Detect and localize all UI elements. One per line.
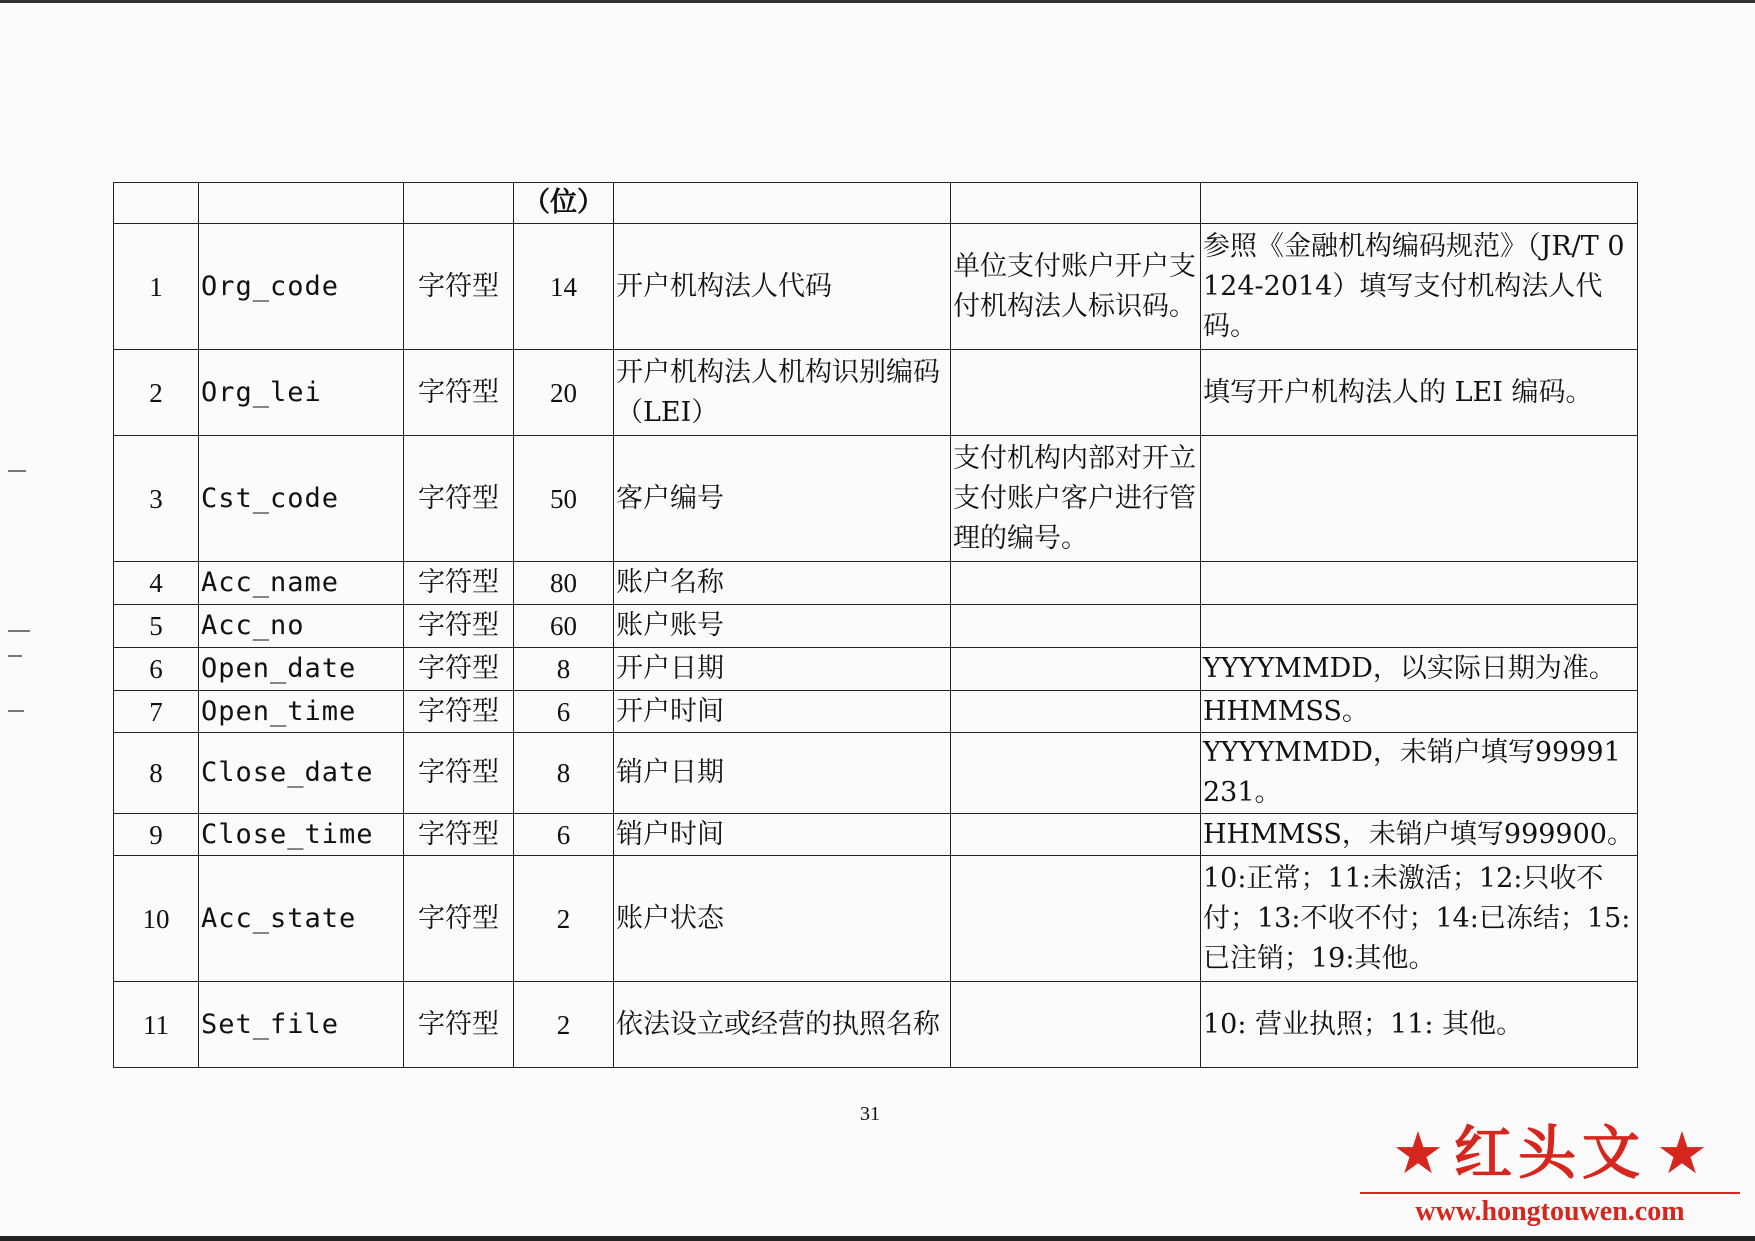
field-note: 参照《金融机构编码规范》（JR/T 0124-2014）填写支付机构法人代码。 (1201, 224, 1638, 350)
field-type: 字符型 (404, 562, 514, 605)
page-number: 31 (860, 1103, 880, 1125)
header-cell (1201, 183, 1638, 224)
field-type: 字符型 (404, 982, 514, 1068)
field-spec-table (113, 182, 1638, 1068)
row-number: 9 (114, 814, 199, 856)
row-number: 4 (114, 562, 199, 605)
field-type: 字符型 (404, 436, 514, 562)
field-type: 字符型 (404, 648, 514, 691)
table-row (114, 350, 1638, 436)
field-description (951, 350, 1201, 436)
table-row (114, 733, 1638, 814)
table-row (114, 436, 1638, 562)
table-row (114, 856, 1638, 982)
field-name: 客户编号 (614, 436, 951, 562)
field-description (951, 691, 1201, 733)
field-code: Acc_no (199, 605, 404, 648)
field-code: Acc_state (199, 856, 404, 982)
field-type: 字符型 (404, 350, 514, 436)
table-row (114, 648, 1638, 691)
header-cell (951, 183, 1201, 224)
field-note: 10:正常；11:未激活；12:只收不付；13:不收不付；14:已冻结；15:已注销；19:其他。 (1201, 856, 1638, 982)
field-description (951, 856, 1201, 982)
field-type: 字符型 (404, 856, 514, 982)
field-type: 字符型 (404, 691, 514, 733)
field-name: 开户时间 (614, 691, 951, 733)
field-name: 账户账号 (614, 605, 951, 648)
field-code: Org_code (199, 224, 404, 350)
star-icon: ★ (1656, 1119, 1708, 1187)
field-name: 账户状态 (614, 856, 951, 982)
field-description (951, 733, 1201, 814)
field-name: 开户日期 (614, 648, 951, 691)
table-row (114, 224, 1638, 350)
field-type: 字符型 (404, 605, 514, 648)
table-row (114, 562, 1638, 605)
table-row (114, 605, 1638, 648)
field-note: 填写开户机构法人的 LEI 编码。 (1201, 350, 1638, 436)
field-note: YYYYMMDD，以实际日期为准。 (1201, 648, 1638, 691)
field-code: Close_date (199, 733, 404, 814)
field-length: 6 (514, 691, 614, 733)
field-note: HHMMSS。 (1201, 691, 1638, 733)
field-description (951, 814, 1201, 856)
field-description: 单位支付账户开户支付机构法人标识码。 (951, 224, 1201, 350)
field-description (951, 648, 1201, 691)
header-cell (199, 183, 404, 224)
field-code: Set_file (199, 982, 404, 1068)
field-code: Acc_name (199, 562, 404, 605)
row-number: 7 (114, 691, 199, 733)
field-length: 50 (514, 436, 614, 562)
row-number: 6 (114, 648, 199, 691)
scan-margin-marks (8, 470, 38, 770)
field-description (951, 605, 1201, 648)
header-cell (114, 183, 199, 224)
field-description (951, 982, 1201, 1068)
field-note (1201, 436, 1638, 562)
field-length: 20 (514, 350, 614, 436)
field-code: Close_time (199, 814, 404, 856)
field-name: 账户名称 (614, 562, 951, 605)
header-cell-length-unit: （位） (514, 183, 614, 224)
watermark-title (1360, 1118, 1740, 1188)
field-type: 字符型 (404, 733, 514, 814)
field-length: 80 (514, 562, 614, 605)
table-header-row (114, 183, 1638, 224)
field-type: 字符型 (404, 814, 514, 856)
table-row (114, 814, 1638, 856)
field-length: 6 (514, 814, 614, 856)
field-code: Open_time (199, 691, 404, 733)
field-name: 销户日期 (614, 733, 951, 814)
field-length: 2 (514, 982, 614, 1068)
field-length: 2 (514, 856, 614, 982)
field-type: 字符型 (404, 224, 514, 350)
field-code: Org_lei (199, 350, 404, 436)
field-note (1201, 562, 1638, 605)
row-number: 2 (114, 350, 199, 436)
field-note: HHMMSS，未销户填写999900。 (1201, 814, 1638, 856)
watermark-logo (1360, 1118, 1740, 1233)
table-body (114, 183, 1638, 1068)
scan-bottom-border (0, 1236, 1755, 1241)
scan-top-border (0, 0, 1755, 3)
table-row (114, 982, 1638, 1068)
row-number: 8 (114, 733, 199, 814)
field-note (1201, 605, 1638, 648)
field-code: Cst_code (199, 436, 404, 562)
field-name: 开户机构法人机构识别编码（LEI） (614, 350, 951, 436)
field-length: 14 (514, 224, 614, 350)
field-name: 开户机构法人代码 (614, 224, 951, 350)
field-note: 10: 营业执照；11: 其他。 (1201, 982, 1638, 1068)
row-number: 3 (114, 436, 199, 562)
row-number: 11 (114, 982, 199, 1068)
header-cell (404, 183, 514, 224)
field-length: 8 (514, 733, 614, 814)
star-icon: ★ (1391, 1119, 1444, 1187)
table-row (114, 691, 1638, 733)
field-description (951, 562, 1201, 605)
header-cell (614, 183, 951, 224)
row-number: 10 (114, 856, 199, 982)
field-name: 依法设立或经营的执照名称 (614, 982, 951, 1068)
field-code: Open_date (199, 648, 404, 691)
field-note: YYYYMMDD，未销户填写99991231。 (1201, 733, 1638, 814)
field-length: 60 (514, 605, 614, 648)
row-number: 1 (114, 224, 199, 350)
watermark-text: 红头文 (1453, 1119, 1646, 1187)
field-name: 销户时间 (614, 814, 951, 856)
field-description: 支付机构内部对开立支付账户客户进行管理的编号。 (951, 436, 1201, 562)
field-length: 8 (514, 648, 614, 691)
watermark-url: www.hongtouwen.com (1360, 1192, 1740, 1228)
row-number: 5 (114, 605, 199, 648)
